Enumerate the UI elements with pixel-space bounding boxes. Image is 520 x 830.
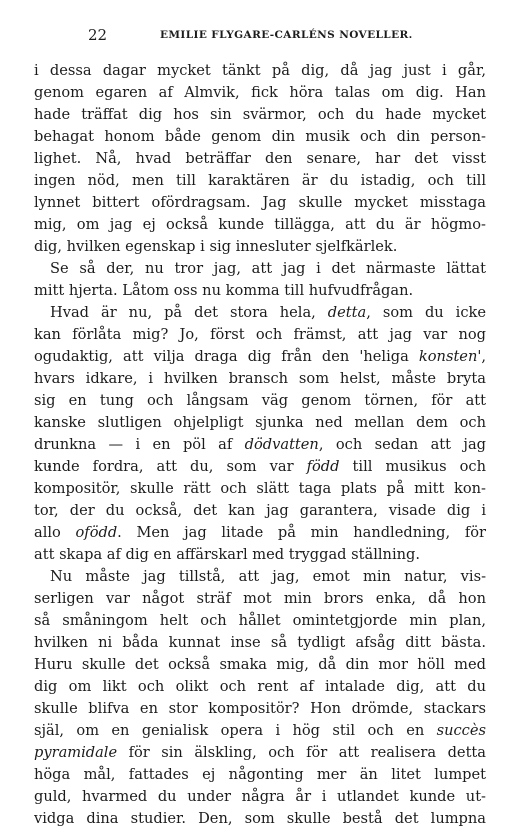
text-line: lighet. Nå, hvad beträffar den senare, har det visst bbox=[34, 150, 486, 167]
text-line: guld, hvarmed du under några år i utlandet kunde ut- bbox=[34, 788, 486, 805]
text-line: hvilken ni båda kunnat inse så tydligt afsåg ditt bästa. bbox=[34, 634, 486, 651]
text-line: kan förlåta mig? Jo, först och främst, att jag var nog bbox=[34, 326, 486, 343]
text-line: höga mål, fattades ej någonting mer än litet lumpet bbox=[34, 766, 486, 783]
text-line: hade träffat dig hos sin svärmor, och du hade mycket bbox=[34, 106, 486, 123]
text-segment: ogudaktig, att vilja draga dig från den 'heliga bbox=[34, 348, 419, 365]
body-text bbox=[34, 60, 486, 830]
text-line: att skapa af dig en affärskarl med tryggad ställning. bbox=[34, 546, 420, 563]
text-line: Se så der, nu tror jag, att jag i det närmaste lättat bbox=[50, 260, 486, 277]
text-line: kompositör, skulle rätt och slätt taga plats på mitt kon- bbox=[34, 480, 486, 497]
text-line: så småningom helt och hållet omintetgjorde min plan, bbox=[34, 612, 486, 629]
text-line: skulle blifva en stor kompositör? Hon drömde, stackars bbox=[34, 700, 486, 717]
text-segment: drunkna — i en pöl af bbox=[34, 436, 245, 453]
text-segment: . Men jag litade på min handledning, för bbox=[117, 524, 486, 541]
text-line bbox=[34, 346, 486, 368]
text-segment: för sin älskling, och för att realisera detta bbox=[117, 744, 486, 761]
text-line: behagat honom både genom din musik och din person- bbox=[34, 128, 486, 145]
text-segment: kunde fordra, att du, som var bbox=[34, 458, 307, 475]
text-line: dig om likt och olikt och rent af intalade dig, att du bbox=[34, 678, 486, 695]
text-line bbox=[34, 742, 486, 764]
text-line bbox=[34, 456, 486, 478]
text-segment: till musikus och bbox=[339, 458, 486, 475]
italic-segment: konsten bbox=[418, 348, 478, 365]
running-head: EMILIE FLYGARE-CARLÉNS NOVELLER. bbox=[160, 29, 413, 41]
text-segment: , och sedan att jag bbox=[318, 436, 486, 453]
page-number: 22 bbox=[88, 26, 108, 44]
text-line: hvars idkare, i hvilken bransch som helst, måste bryta bbox=[34, 370, 486, 387]
italic-segment: succès bbox=[436, 722, 486, 739]
text-segment: Hvad är nu, på det stora hela, bbox=[50, 304, 328, 321]
text-line: vidga dina studier. Den, som skulle bestå det lumpna bbox=[34, 810, 486, 827]
text-line: genom egaren af Almvik, fick höra talas om dig. Han bbox=[34, 84, 486, 101]
text-line: tor, der du också, det kan jag garantera, visade dig i bbox=[34, 502, 486, 519]
text-line bbox=[34, 720, 486, 742]
text-segment: , som du icke bbox=[366, 304, 486, 321]
text-line: serligen var något sträf mot min brors enka, då hon bbox=[34, 590, 486, 607]
text-line: Huru skulle det också smaka mig, då din mor höll med bbox=[34, 656, 486, 673]
text-line: ingen nöd, men till karaktären är du istadig, och till bbox=[34, 172, 486, 189]
text-line: mig, om jag ej också kunde tillägga, att du är högmo- bbox=[34, 216, 486, 233]
text-line: sig en tung och långsam väg genom törnen, för att bbox=[34, 392, 486, 409]
text-line bbox=[34, 522, 486, 544]
italic-segment: pyramidale bbox=[34, 744, 118, 761]
text-line bbox=[34, 434, 486, 456]
italic-segment: detta bbox=[327, 304, 367, 321]
text-line: Nu måste jag tillstå, att jag, emot min natur, vis- bbox=[50, 568, 486, 585]
text-line: kanske slutligen ohjelpligt sjunka ned mellan dem och bbox=[34, 414, 486, 431]
italic-segment: dödvatten bbox=[244, 436, 319, 453]
page-header bbox=[88, 26, 413, 46]
text-segment: ', bbox=[477, 348, 486, 365]
text-line: dig, hvilken egenskap i sig innesluter sjelfkärlek. bbox=[34, 238, 398, 255]
text-segment: själ, om en genialisk opera i hög stil och en bbox=[34, 722, 437, 739]
text-line: i dessa dagar mycket tänkt på dig, då jag just i går, bbox=[34, 62, 486, 79]
text-line: mitt hjerta. Låtom oss nu komma till hufvudfrågan. bbox=[34, 282, 414, 299]
text-line: lynnet bittert ofördragsam. Jag skulle mycket misstaga bbox=[34, 194, 486, 211]
italic-segment: ofödd bbox=[75, 524, 118, 541]
text-line bbox=[34, 302, 486, 324]
text-segment: allo bbox=[34, 524, 76, 541]
italic-segment: född bbox=[306, 458, 340, 475]
